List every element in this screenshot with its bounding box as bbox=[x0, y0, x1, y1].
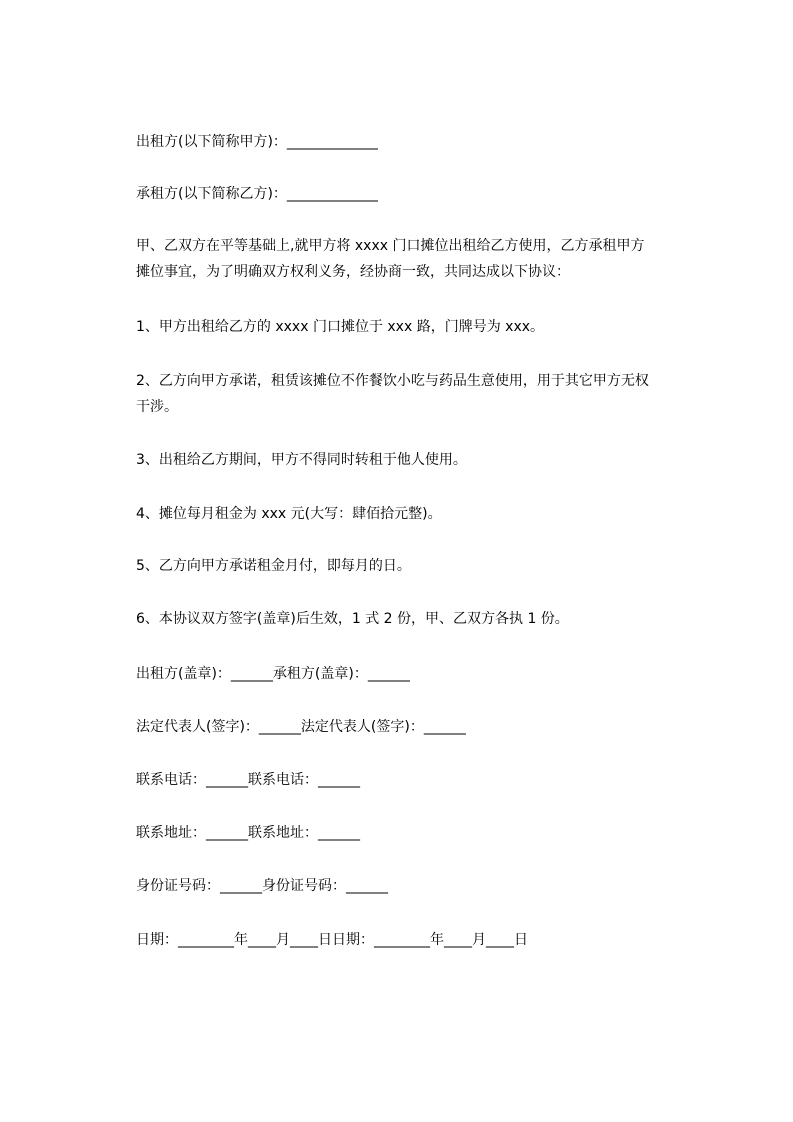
clause-1: 1、甲方出租给乙方的 xxxx 门口摊位于 xxx 路，门牌号为 xxx。 bbox=[136, 319, 545, 335]
signature-phone-line: 联系电话：______联系电话：______ bbox=[136, 772, 360, 788]
signature-address-line: 联系地址：______联系地址：______ bbox=[136, 825, 360, 841]
signature-date-line: 日期：________年____月____日日期：________年____月____日 bbox=[136, 932, 528, 948]
signature-seal-line: 出租方(盖章)：______承租方(盖章)：______ bbox=[136, 666, 410, 682]
signature-id-line: 身份证号码：______身份证号码：______ bbox=[136, 878, 388, 894]
lessee-line: 承租方(以下简称乙方)：_____________ bbox=[136, 186, 378, 202]
clause-2: 2、乙方向甲方承诺，租赁该摊位不作餐饮小吃与药品生意使用，用于其它甲方无权干涉。 bbox=[136, 373, 649, 415]
intro-paragraph: 甲、乙双方在平等基础上,就甲方将 xxxx 门口摊位出租给乙方使用，乙方承租甲方摊位事宜，为了明确双方权利义务，经协商一致，共同达成以下协议： bbox=[136, 238, 645, 280]
clause-4: 4、摊位每月租金为 xxx 元(大写：肆佰拾元整)。 bbox=[136, 506, 442, 522]
lessor-line: 出租方(以下简称甲方)：_____________ bbox=[136, 134, 378, 150]
clause-5: 5、乙方向甲方承诺租金月付，即每月的日。 bbox=[136, 558, 411, 574]
clause-3: 3、出租给乙方期间，甲方不得同时转租于他人使用。 bbox=[136, 452, 467, 468]
signature-representative-line: 法定代表人(签字)：______法定代表人(签字)：______ bbox=[136, 719, 466, 735]
clause-6: 6、本协议双方签字(盖章)后生效，1 式 2 份，甲、乙双方各执 1 份。 bbox=[136, 611, 569, 627]
